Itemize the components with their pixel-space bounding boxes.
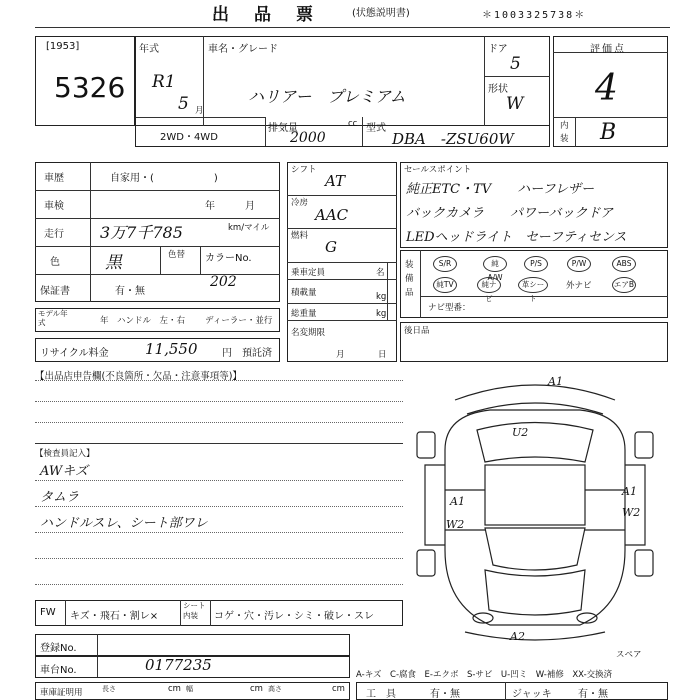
damage-mark: U2 xyxy=(512,426,529,439)
cert-length-unit: cm xyxy=(168,684,181,694)
warranty-value: 有・無 xyxy=(115,286,145,297)
sales-point-line: 純正ETC・TV ハーフレザー xyxy=(406,182,594,197)
tools-value: 有・無 xyxy=(430,689,460,700)
dealer-notes-label: 【出品店申告欄(不良箇所・欠品・注意事項等)】 xyxy=(35,371,242,382)
warranty-label: 保証書 xyxy=(40,286,70,297)
capacity-label: 乗車定員 xyxy=(291,268,326,278)
score-value: 4 xyxy=(595,68,618,109)
color-no-value: 202 xyxy=(210,274,237,290)
recycle-label: リサイクル料金 xyxy=(40,348,109,359)
tools-label: 工 具 xyxy=(366,689,396,700)
lot-box xyxy=(35,36,135,126)
recycle-value: 11,550 xyxy=(145,340,198,358)
rear-window-outline xyxy=(477,423,593,463)
lot-number: 5326 xyxy=(54,71,126,104)
navi-model-label: ナビ型番： xyxy=(428,303,471,313)
seat-label: シート内装 xyxy=(183,601,206,620)
interior-value: B xyxy=(600,120,617,145)
equipment-power-steering: P/S xyxy=(524,256,548,272)
inspector-note: AWキズ xyxy=(40,464,88,479)
roof-outline xyxy=(485,465,585,525)
model-year-label: モデル年式 xyxy=(38,309,68,327)
shape-label: 形状 xyxy=(488,84,508,95)
shape-value: W xyxy=(506,94,524,114)
expiry-day: 日 xyxy=(378,350,387,360)
equipment-leather-seat: 革シート xyxy=(518,277,548,293)
handle-label: 年 ハンドル 左・右 xyxy=(100,316,186,326)
fuel-label: 燃料 xyxy=(291,231,309,241)
cert-length-label: 長さ xyxy=(102,685,116,693)
year-value: R1 xyxy=(152,72,176,92)
inspector-label: 【検査員記入】 xyxy=(35,449,95,459)
registration-row xyxy=(35,634,350,656)
equipment-ext-navi: 外ナビ xyxy=(566,281,592,291)
score-label: 評価点 xyxy=(590,44,626,55)
damage-legend: A-キズ C-腐食 E-エクボ S-サビ U-凹ミ W-補修 XX-交換済 xyxy=(356,670,613,680)
recycle-unit: 円 預託済 xyxy=(222,348,272,359)
color-no-label: カラーNo. xyxy=(205,253,252,264)
fuel-value: G xyxy=(325,238,337,256)
damage-mark: A2 xyxy=(510,630,525,643)
header-rule xyxy=(35,27,670,28)
mileage-unit: km/マイル xyxy=(228,223,270,233)
sales-point-line: バックカメラ パワーバックドア xyxy=(406,206,613,221)
model-label: 型式 xyxy=(366,123,386,134)
fw-text: キズ・飛石・割レ× xyxy=(70,611,159,622)
registration-label: 登録No. xyxy=(40,643,77,654)
later-items-box xyxy=(400,322,668,362)
cert-height-unit: cm xyxy=(332,684,345,694)
mileage-label: 走行 xyxy=(44,229,64,240)
shift-label: シフト xyxy=(291,165,317,175)
wheel-rear-right xyxy=(635,432,653,458)
year-label: 年式 xyxy=(139,44,159,55)
ref-number: [1953] xyxy=(46,41,80,52)
cert-height-label: 高さ xyxy=(268,685,282,693)
later-items-label: 後日品 xyxy=(404,326,430,336)
interior-label-1: 内 xyxy=(560,121,569,131)
equipment-abs: ABS xyxy=(612,256,636,272)
history-value: 自家用・( ) xyxy=(110,173,218,184)
hood-outline xyxy=(485,570,585,615)
color-change-label: 色替 xyxy=(168,250,186,260)
damage-mark: A1 xyxy=(450,495,465,508)
seat-text: コゲ・穴・汚レ・シミ・破レ・スレ xyxy=(214,611,374,622)
ac-label: 冷房 xyxy=(291,198,309,208)
wheel-front-right xyxy=(635,550,653,576)
expiry-month: 月 xyxy=(336,350,345,360)
equipment-alloy-wheel: 純A/W xyxy=(483,256,507,272)
damage-mark: W2 xyxy=(622,506,641,519)
jack-label: ジャッキ xyxy=(512,689,552,700)
right-side-panel xyxy=(625,465,645,545)
sales-point-line: LEDヘッドライト セーフティセンス xyxy=(406,230,627,245)
windshield-outline xyxy=(485,528,585,570)
left-side-panel xyxy=(425,465,445,545)
drive-label: 2WD・4WD xyxy=(160,132,218,143)
form-subtitle: (状態説明書) xyxy=(352,8,410,19)
color-label: 色 xyxy=(50,257,60,268)
equipment-tv: 純TV xyxy=(433,277,457,293)
capacity-unit: 名 xyxy=(376,268,385,278)
equipment-sunroof: S/R xyxy=(433,256,457,272)
color-value: 黒 xyxy=(105,253,122,273)
damage-mark: W2 xyxy=(446,518,465,531)
inspector-note: ハンドルスレ、シート部ワレ xyxy=(40,516,208,531)
equipment-label: 装備品 xyxy=(405,260,414,298)
mileage-value: 3万7千785 xyxy=(100,223,183,242)
barcode-serial: ＊1003325738＊ xyxy=(482,10,587,21)
sales-points-label: セールスポイント xyxy=(404,165,472,175)
equipment-airbag: エアB xyxy=(612,277,636,293)
gross-unit: kg xyxy=(376,309,387,319)
gross-label: 総重量 xyxy=(291,309,317,319)
wheel-rear-left xyxy=(417,432,435,458)
spare-label: スペア xyxy=(616,650,642,660)
car-name-label: 車名・グレード xyxy=(208,44,278,55)
chassis-label: 車台No. xyxy=(40,665,77,676)
door-label: ドア xyxy=(488,44,508,55)
jack-value: 有・無 xyxy=(578,689,608,700)
cert-width-label: 幅 xyxy=(186,685,193,693)
wheel-front-left xyxy=(417,550,435,576)
equipment-navi: 純ナビ xyxy=(477,277,501,293)
inspector-note: タムラ xyxy=(40,490,80,505)
interior-label-2: 装 xyxy=(560,134,569,144)
car-name-value: ハリアー プレミアム xyxy=(248,87,406,106)
cert-width-unit: cm xyxy=(250,684,263,694)
inspection-month: 月 xyxy=(245,201,255,212)
expiry-label: 名変期限 xyxy=(291,328,326,338)
ac-value: AAC xyxy=(315,206,349,224)
damage-mark: A1 xyxy=(548,375,563,388)
garage-cert-label: 車庫証明用 xyxy=(40,688,83,698)
equipment-power-window: P/W xyxy=(567,256,591,272)
shift-value: AT xyxy=(325,172,346,190)
rear-bumper-outline xyxy=(455,385,615,400)
month-value: 5 xyxy=(178,94,189,114)
load-label: 積載量 xyxy=(291,288,317,298)
model-value: DBA -ZSU60W xyxy=(392,130,514,148)
fw-label: FW xyxy=(40,607,56,618)
inspection-year: 年 xyxy=(205,201,215,212)
dealer-label: ディーラー・並行 xyxy=(205,316,273,326)
car-body-outline xyxy=(445,410,625,625)
displacement-unit: cc xyxy=(348,119,358,129)
displacement-label: 排気量 xyxy=(268,123,298,134)
form-title: 出 品 票 xyxy=(212,5,317,25)
chassis-value: 0177235 xyxy=(145,656,212,674)
displacement-value: 2000 xyxy=(290,130,326,146)
damage-mark: A1 xyxy=(622,485,637,498)
door-value: 5 xyxy=(510,54,521,74)
load-unit: kg xyxy=(376,292,387,302)
month-unit: 月 xyxy=(195,106,204,116)
history-label: 車歴 xyxy=(44,173,64,184)
inspection-label: 車検 xyxy=(44,201,64,212)
